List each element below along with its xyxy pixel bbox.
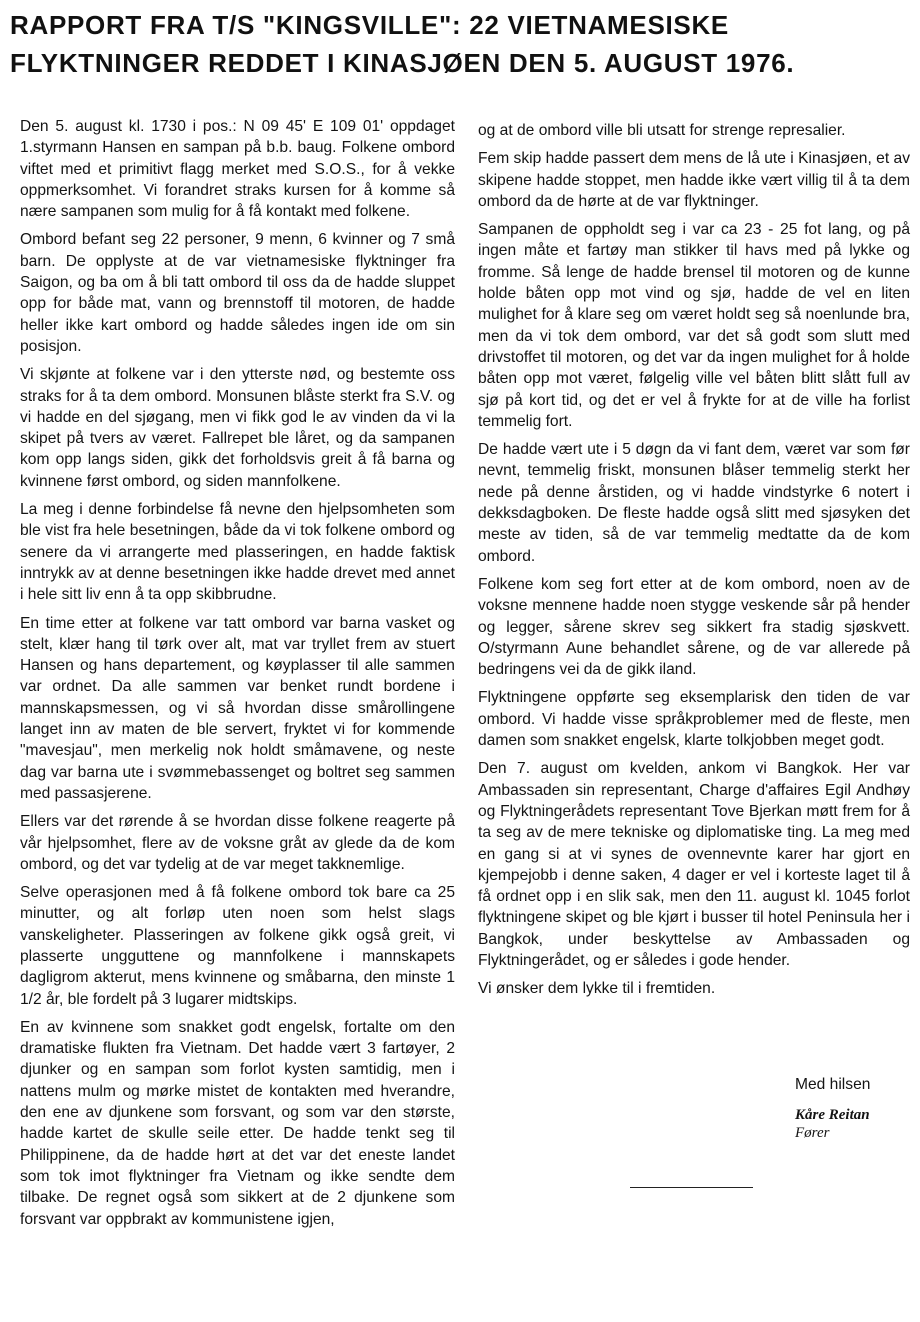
paragraph: En av kvinnene som snakket godt engelsk, fortalte om den dramatiske flukten fra Vietnam. Det hadde vært 3 fartøyer, 2 djunker og en sampan som forlot kysten samtidig, men i nattens mulm og mørke mistet de kontakten med hverandre, den ene av djunkene som forsvant, og som var den største, hadde kartet de skulle seile etter. De hadde tenkt seg til Philippinene, da de hadde hørt at det var det eneste landet som tok imot flyktninger fra Vietnam og ikke sendte dem tilbake. De regnet også som sikkert at de 2 djunkene som forsvant var oppbrakt av kommunistene igjen,: [20, 1018, 455, 1228]
paragraph: Folkene kom seg fort etter at de kom ombord, noen av de voksne mennene hadde noen stygge veskende sår på hender og legger, sårene skrev seg sikkert fra stadig sjøskvett. O/styrmann Aune behandlet sårene, og de var allerede på bedringens vei da de gikk iland.: [478, 575, 910, 679]
paragraph: De hadde vært ute i 5 døgn da vi fant dem, været var som før nevnt, temmelig friskt, monsunen blåser temmelig sterkt her nede på denne årstiden, og vi hadde vindstyrke 6 notert i dekksdagboken. De fleste hadde også slitt med sjøsyken det meste av tiden, så de var temmelig medtatte da de kom ombord.: [478, 441, 910, 565]
left-column: [20, 116, 455, 1230]
paragraph: La meg i denne forbindelse få nevne den hjelpsomheten som ble vist fra hele besetningen, både da vi tok folkene ombord og senere da vi arrangerte med plasseringen, en hadde faktisk inntrykk av at denne besetningen ikke hadde drevet med annet i hele sitt liv enn å ta opp skibbrudne.: [20, 501, 455, 604]
paragraph: Ombord befant seg 22 personer, 9 menn, 6 kvinner og 7 små barn. De opplyste at de var vietnamesiske flyktninger fra Saigon, og ba om å bli tatt ombord til oss da de hadde sluppet opp for både mat, vann og brennstoff til motoren, de hadde heller ikke kart ombord og hadde således ingen ide om sin posisjon.: [20, 231, 455, 355]
paragraph: Sampanen de oppholdt seg i var ca 23 - 25 fot lang, og på ingen måte et fartøy man stikker til havs med på lykke og fromme. Så lenge de hadde brensel til motoren og de kunne holde båten opp mot vind og sjø, hadde de vel en liten mulighet for å klare seg om været holdt seg så noenlunde bra, men da vi tok dem ombord, var det så godt som slutt med drivstoffet til motoren, og det var da ingen mulighet for å holde båten opp mot været, følgelig ville vel båten blitt slått full av sjø på kort tid, og det er vel å frykte for at de ville ha forlist temmelig fort.: [478, 221, 910, 430]
paragraph: Fem skip hadde passert dem mens de lå ute i Kinasjøen, et av skipene hadde stoppet, men hadde ikke vært villig til å ta dem ombord da de hørte at de var flyktninger.: [478, 150, 910, 210]
paragraph: Ellers var det rørende å se hvordan disse folkene reagerte på vår hjelpsomhet, flere av de voksne gråt av glede da de kom ombord, og det var tydelig at de var meget takknemlige.: [20, 813, 455, 873]
closing-wish: Vi ønsker dem lykke til i fremtiden.: [478, 980, 716, 998]
paragraph: Flyktningene oppførte seg eksemplarisk den tiden de var ombord. Vi hadde visse språkproblemer med de fleste, men damen som snakket engelsk, klarte tolkjobben meget godt.: [478, 689, 910, 750]
end-rule: [630, 1187, 753, 1188]
paragraph: Vi skjønte at folkene var i den ytterste nød, og bestemte oss straks for å ta dem ombord. Monsunen blåste sterkt fra S.V. og vi hadde en del sjøgang, men vi fikk god le av vinden da vi la skipet på tvers av været. Fallrepet ble låret, og da sampanen kom opp langs siden, gikk det forholdsvis greit å få barna og kvinnene først ombord, og siden mannfolkene.: [20, 366, 455, 490]
paragraph: og at de ombord ville bli utsatt for strenge represalier.: [478, 122, 846, 139]
paragraph: Selve operasjonen med å få folkene ombord tok bare ca 25 minutter, og alt forløp uten noen som helst slags vanskeligheter. Plasseringen av folkene gikk også greit, vi plasserte ungguttene og mannfolkene i mannskapets dagligrom akterut, mens kvinnene og småbarna, den minste 1 1/2 år, ble fordelt på 3 lugarer midtskips.: [20, 884, 455, 1008]
report-headline: RAPPORT FRA T/S "KINGSVILLE": 22 VIETNAMESISKE FLYKTNINGER REDDET I KINASJØEN DEN 5. AUGUST 1976.: [10, 10, 795, 78]
signature-block: [795, 1074, 870, 1142]
paragraph: En time etter at folkene var tatt ombord var barna vasket og stelt, klær hang til tørk over alt, mat var tryllet frem av stuert Hansen og hans departement, og køyplasser til alle sammen var ordnet. Da alle sammen var benket rundt bordene i mannskapsmessen, og vi så hvordan disse smårollingene langet inn av maten de ble servert, fryktet vi for kommende "mavesjau", men merkelig nok holdt småmavene, og neste dag var barna ute i svømmebassenget og boltret seg sammen med passasjerene.: [20, 614, 455, 802]
greeting: Med hilsen: [795, 1076, 871, 1093]
paragraph: Den 5. august kl. 1730 i pos.: N 09 45' E 109 01' oppdaget 1.styrmann Hansen en sampan på b.b. baug. Folkene ombord viftet med et primitivt flagg merket med S.O.S., for å vekke oppmerksomhet. Vi forandret straks kursen for å komme så nære sampanen som mulig for å få kontakt med folkene.: [20, 118, 455, 221]
signer-title: Fører: [795, 1125, 830, 1141]
paragraph: Den 7. august om kvelden, ankom vi Bangkok. Her var Ambassaden sin representant, Charge d'affaires Egil Andhøy og Flyktningerådets representant Tove Bjerkan møtt frem for å ta seg av de mere tekniske og diplomatiske ting. La meg med en gang si at vi synes de ovennevnte karer har gjort en kjempejobb i denne saken, 4 dager er vel i korteste laget til å få ordnet opp i en slik sak, men den 11. august kl. 1045 forlot flyktningene skipet og ble kjørt i busser til hotel Peninsula her i Bangkok, under beskyttelse av Ambassaden og Flyktningerådet, og er således i gode hender.: [478, 760, 910, 969]
right-column: [478, 120, 910, 1000]
signer-name: Kåre Reitan: [795, 1107, 870, 1123]
